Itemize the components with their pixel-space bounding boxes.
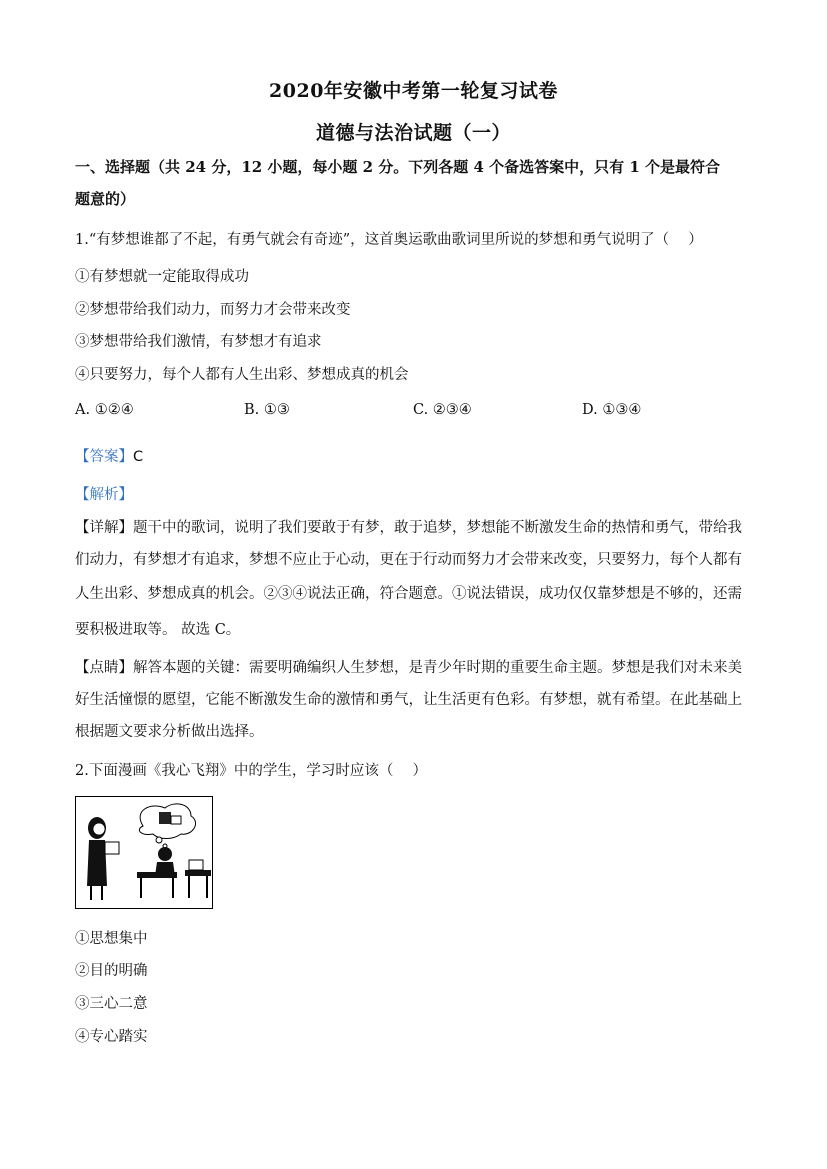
comment-text: 解答本题的关键：需要明确编织人生梦想，是青少年时期的重要生命主题。梦想是我们对未来美 [133,660,742,676]
q1-statement: ②梦想带给我们动力，而努力才会带来改变 [75,302,351,318]
q1-option-c: C. ②③④ [413,402,472,418]
q1-option-d: D. ①③④ [582,402,642,418]
q1-option-a: A. ①②④ [75,402,134,418]
answer-tag: 【答案】 [75,449,133,465]
analysis-tag: 【解析】 [75,487,133,503]
q1-answer [75,445,755,466]
q1-option-b: B. ①③ [244,402,290,418]
q2-statement: ①思想集中 [75,931,148,947]
exam-subtitle: 道德与法治试题（一） [315,122,511,144]
q1-detail-line: 要积极进取等。 故选 C。 [75,622,241,638]
q1-detail-line: 人生出彩、梦想成真的机会。②③④说法正确，符合题意。①说法错误，成功仅仅靠梦想是不够的，还需 [75,586,742,602]
q1-detail-line: 们动力，有梦想才有追求，梦想不应止于心动，更在于行动而努力才会带来改变，只要努力，每个人都有 [75,552,742,568]
detail-tag: 【详解】 [75,520,133,536]
q2-stem: 2.下面漫画《我心飞翔》中的学生，学习时应该（ ） [75,763,427,779]
comment-tag: 【点睛】 [75,660,133,676]
q1-comment-line: 好生活憧憬的愿望，它能不断激发生命的激情和勇气，让生活更有色彩。有梦想，就有希望。在此基础上 [75,692,742,708]
section-heading: 一、选择题（共 24 分，12 小题，每小题 2 分。下列各题 4 个备选答案中，只有 1 个是最符合 [75,158,721,176]
exam-title: 2020年安徽中考第一轮复习试卷 [269,80,558,102]
q2-statement: ④专心踏实 [75,1029,148,1045]
q1-comment-line: 根据题文要求分析做出选择。 [75,724,264,740]
q1-statement: ④只要努力，每个人都有人生出彩、梦想成真的机会 [75,367,409,383]
q1-detail-line [75,516,755,537]
comic-illustration [75,796,213,909]
q2-statement: ③三心二意 [75,996,148,1012]
q1-comment-line [75,656,755,677]
answer-value: C [133,449,144,465]
q1-statement: ①有梦想就一定能取得成功 [75,269,249,285]
q2-statement: ②目的明确 [75,963,148,979]
detail-text: 题干中的歌词，说明了我们要敢于有梦，敢于追梦，梦想能不断激发生命的热情和勇气，带给我 [133,520,742,536]
section-heading-cont: 题意的） [75,190,136,208]
q1-statement: ③梦想带给我们激情，有梦想才有追求 [75,334,322,350]
q1-stem: 1.“有梦想谁都了不起，有勇气就会有奇迹”，这首奥运歌曲歌词里所说的梦想和勇气说明了（ ） [75,232,703,248]
